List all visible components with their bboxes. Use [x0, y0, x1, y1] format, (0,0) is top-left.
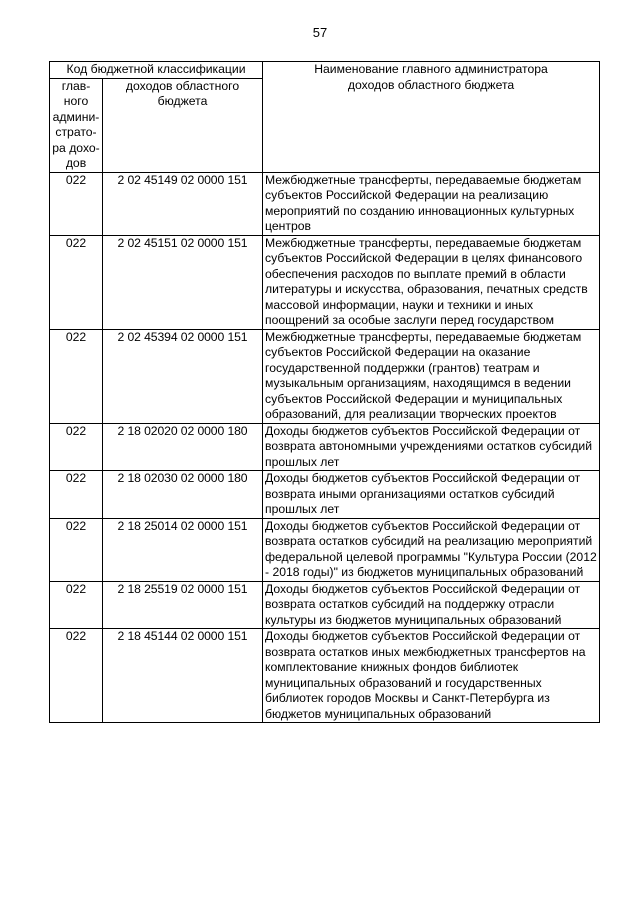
- header-administrator-name: [263, 62, 600, 173]
- income-code-cell: 2 18 45144 02 0000 151: [103, 629, 263, 723]
- admin-code-cell: 022: [50, 235, 103, 329]
- header-income-code-text: доходов областного бюджета: [125, 78, 240, 108]
- table-row: [50, 423, 600, 471]
- income-name-cell: Доходы бюджетов субъектов Российской Федерации от возврата иными организациями остатков субсидий прошлых лет: [263, 471, 600, 519]
- admin-code-cell: 022: [50, 629, 103, 723]
- income-code-cell: 2 18 02020 02 0000 180: [103, 423, 263, 471]
- header-administrator-name-text: Наименование главного администратора доходов областного бюджета: [314, 62, 548, 92]
- table-row: [50, 235, 600, 329]
- budget-classification-table: [49, 61, 600, 723]
- table-row: [50, 518, 600, 581]
- income-name-cell: Межбюджетные трансферты, передаваемые бюджетам субъектов Российской Федерации в целях финансового обеспечения расходов по выплате премий в области литературы и искусства, образования, печатных средств массовой информации, науки и техники и иных поощрений за особые заслуги перед государством: [263, 235, 600, 329]
- header-budget-classification-code: Код бюджетной классификации: [50, 62, 263, 79]
- income-name-cell: Доходы бюджетов субъектов Российской Федерации от возврата автономными учреждениями остатков субсидий прошлых лет: [263, 423, 600, 471]
- income-name-cell: Межбюджетные трансферты, передаваемые бюджетам субъектов Российской Федерации на реализацию мероприятий по созданию инновационных культурных центров: [263, 172, 600, 235]
- admin-code-cell: 022: [50, 581, 103, 629]
- admin-code-cell: 022: [50, 518, 103, 581]
- income-code-cell: 2 02 45394 02 0000 151: [103, 329, 263, 423]
- table-header-row: [50, 62, 600, 79]
- admin-code-cell: 022: [50, 329, 103, 423]
- income-name-cell: Доходы бюджетов субъектов Российской Федерации от возврата остатков субсидий на реализацию мероприятий федеральной целевой программы "Культура России (2012 - 2018 годы)" из бюджетов муниципальных образований: [263, 518, 600, 581]
- table-row: [50, 471, 600, 519]
- income-name-cell: Межбюджетные трансферты, передаваемые бюджетам субъектов Российской Федерации на оказание государственной поддержки (грантов) театрам и музыкальным организациям, находящимся в ведении субъектов Российской Федерации и муниципальных образований, для реализации творческих проектов: [263, 329, 600, 423]
- page-number: 57: [312, 25, 328, 40]
- table-row: [50, 581, 600, 629]
- table-row: [50, 172, 600, 235]
- income-name-cell: Доходы бюджетов субъектов Российской Федерации от возврата остатков субсидий на поддержку отрасли культуры из бюджетов муниципальных образований: [263, 581, 600, 629]
- income-code-cell: 2 18 25014 02 0000 151: [103, 518, 263, 581]
- header-income-code: [103, 78, 263, 172]
- income-code-cell: 2 02 45151 02 0000 151: [103, 235, 263, 329]
- income-code-cell: 2 18 25519 02 0000 151: [103, 581, 263, 629]
- income-name-cell: Доходы бюджетов субъектов Российской Федерации от возврата остатков иных межбюджетных трансфертов на комплектование книжных фондов библиотек муниципальных образований и государственных библиотек городов Москвы и Санкт-Петербурга из бюджетов муниципальных образований: [263, 629, 600, 723]
- admin-code-cell: 022: [50, 172, 103, 235]
- admin-code-cell: 022: [50, 423, 103, 471]
- income-code-cell: 2 02 45149 02 0000 151: [103, 172, 263, 235]
- table-row: [50, 629, 600, 723]
- header-admin-code-text: глав- ного админи- страто- ра дохо- дов: [52, 78, 100, 170]
- admin-code-cell: 022: [50, 471, 103, 519]
- header-admin-code: [50, 78, 103, 172]
- table-body: [50, 172, 600, 723]
- income-code-cell: 2 18 02030 02 0000 180: [103, 471, 263, 519]
- table-row: [50, 329, 600, 423]
